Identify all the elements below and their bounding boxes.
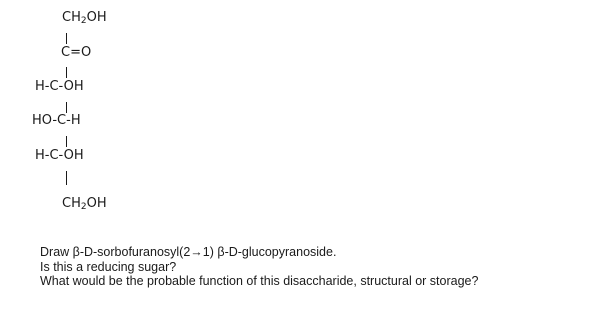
top-oh-text: OH: [86, 10, 107, 25]
bond-c4-c5: [66, 136, 67, 147]
bottom-ch-text: CH: [62, 196, 81, 211]
bond-c3-c4: [66, 102, 67, 113]
bottom-oh-text: OH: [86, 196, 107, 211]
fischer-projection: [0, 0, 200, 230]
bond-c2-c3: [66, 67, 67, 78]
bond-c1-c2: [66, 33, 67, 44]
c3-row: H-C-OH: [35, 79, 84, 94]
question-line-draw: Draw β-D-sorbofuranosyl(2→1) β-D-glucopyranoside.: [40, 245, 337, 259]
bottom-subscript: 2: [80, 202, 87, 212]
c5-row: H-C-OH: [35, 148, 84, 163]
question-text: [40, 245, 610, 289]
top-ch-text: CH: [62, 10, 81, 25]
top-subscript: 2: [80, 16, 87, 26]
question-line-reducing: Is this a reducing sugar?: [40, 259, 177, 274]
ketone-group: C=O: [61, 45, 92, 60]
bottom-ch2oh-group: [62, 196, 107, 212]
question-line-function: What would be the probable function of this disaccharide, structural or storage?: [40, 274, 479, 288]
top-ch2oh-group: [62, 10, 107, 26]
c4-row: HO-C-H: [32, 113, 81, 128]
bond-c5-c6: [66, 171, 67, 185]
